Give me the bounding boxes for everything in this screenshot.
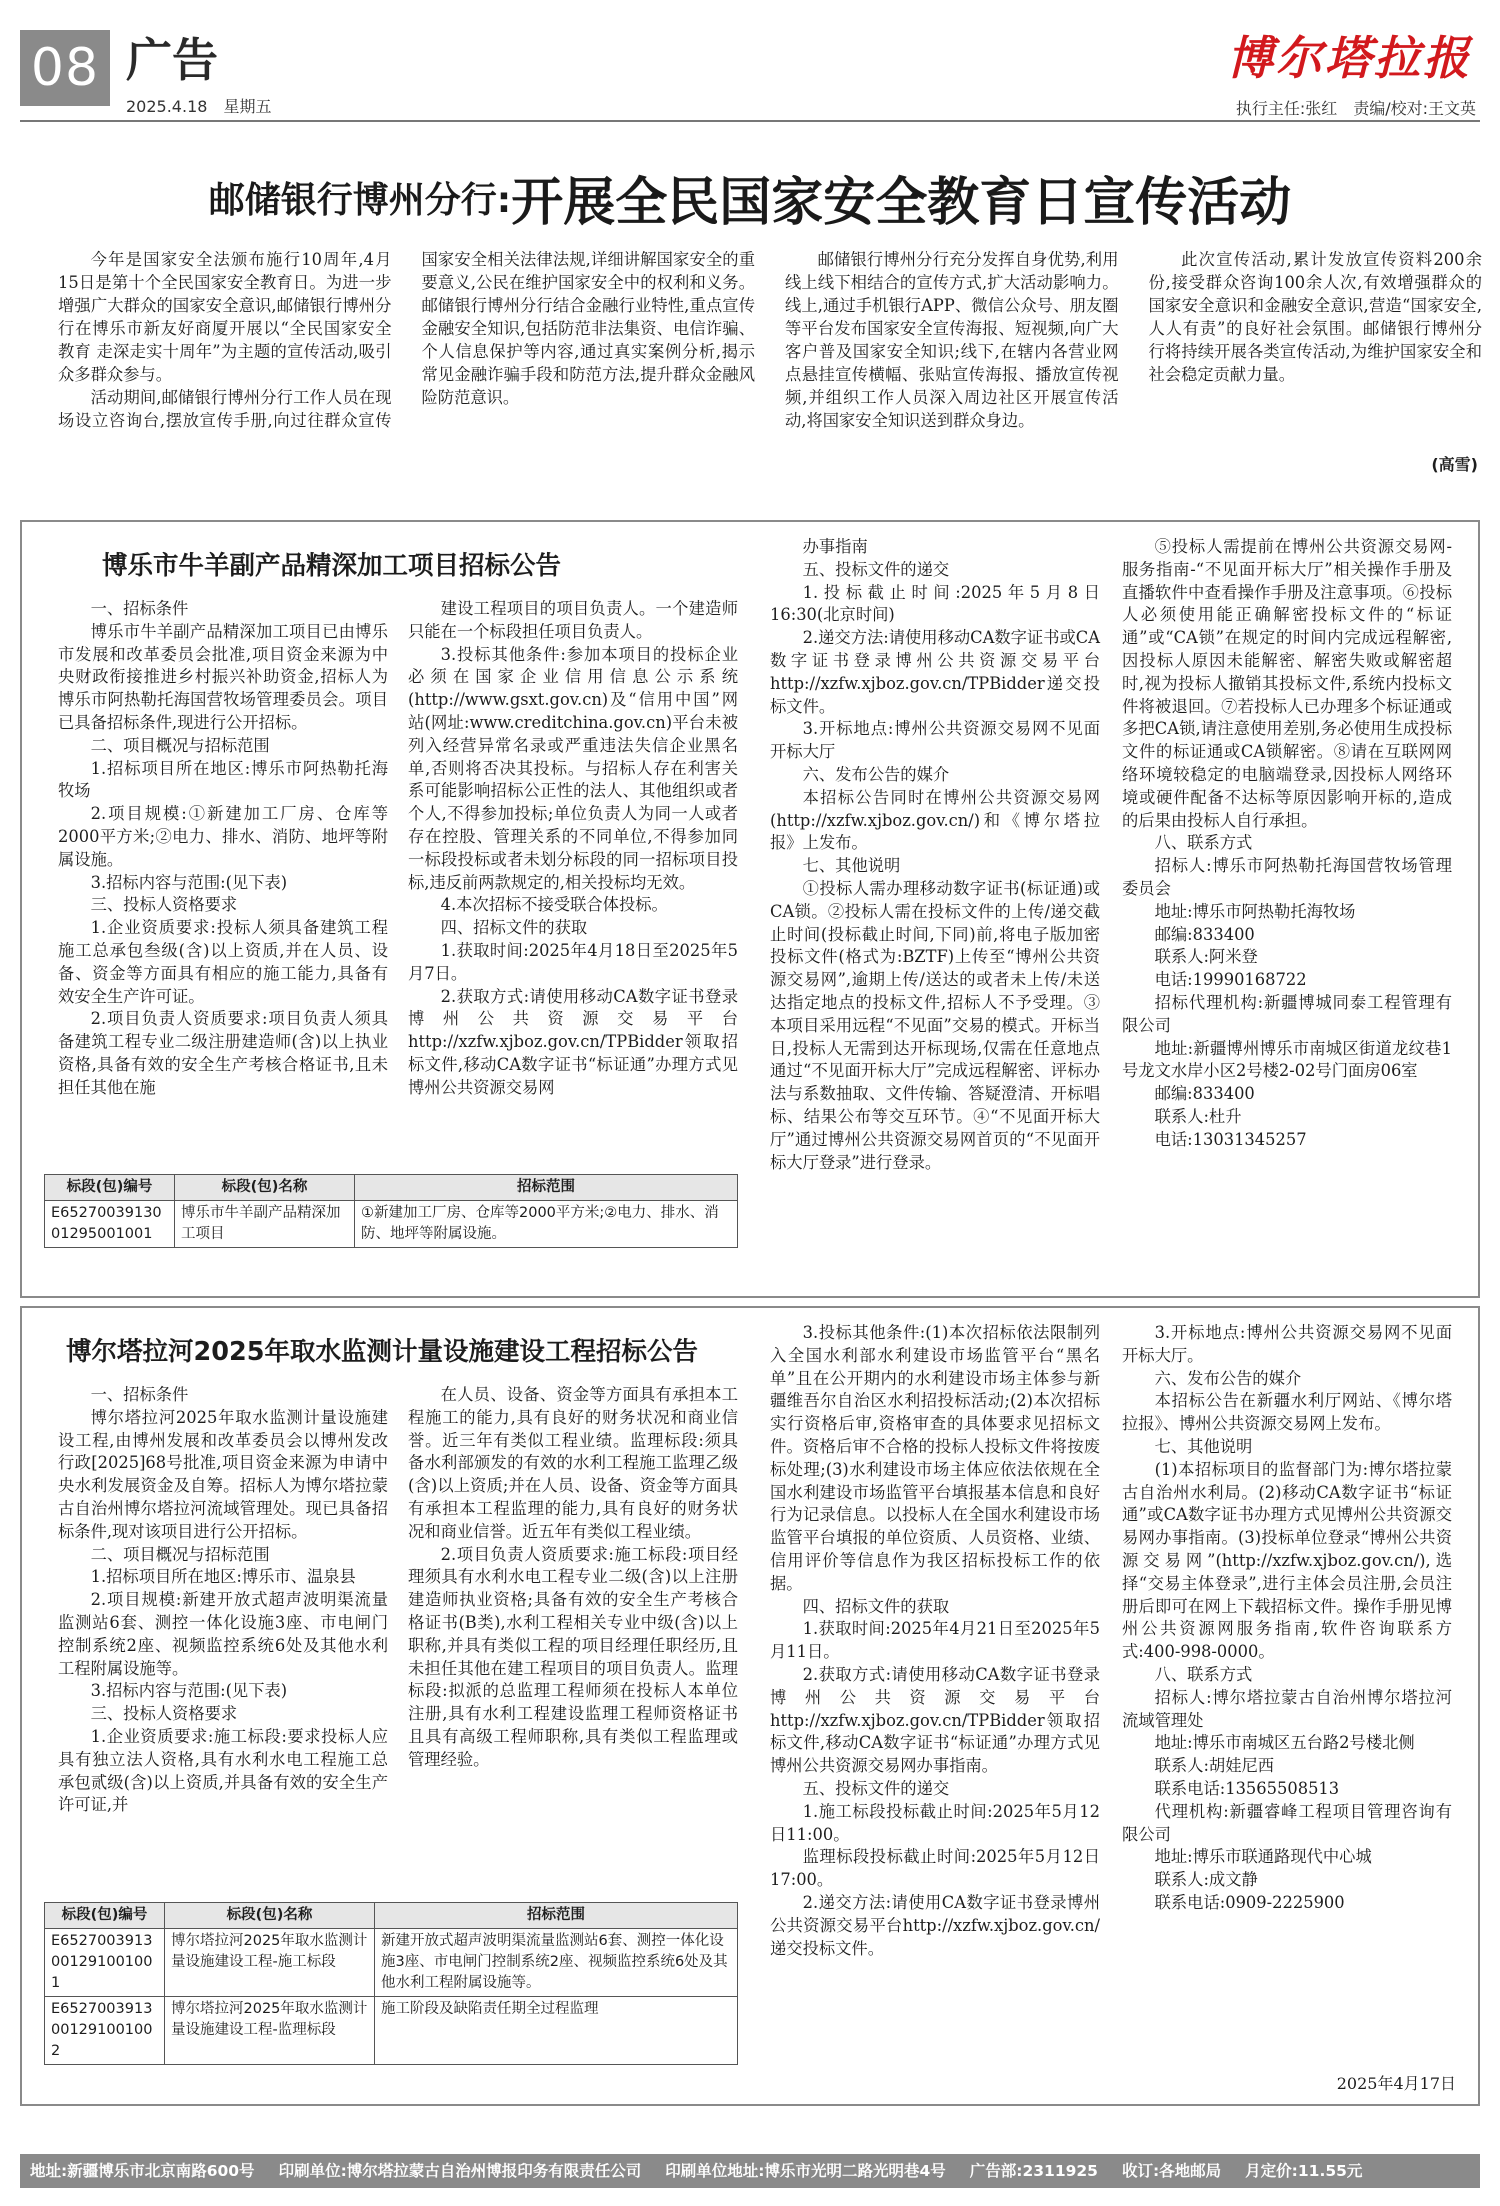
page-header bbox=[0, 0, 1500, 120]
notice-paragraph: 2.项目规模:新建开放式超声波明渠流量监测站6套、测控一体化设施3座、市电闸门控制系统2座、视频监控系统6处及其他水利工程附属设施等。 bbox=[58, 1590, 388, 1678]
bid-section-table bbox=[44, 1174, 738, 1248]
notice-date: 2025年4月17日 bbox=[1336, 2074, 1456, 2093]
tender-notice-1 bbox=[20, 520, 1480, 1298]
notice-paragraph: 3.开标地点:博州公共资源交易网不见面开标大厅 bbox=[770, 719, 1100, 762]
notice-paragraph: 联系人:胡娃尼西 bbox=[1154, 1756, 1275, 1776]
tender-notice-2 bbox=[20, 1306, 1480, 2106]
notice-column-4 bbox=[1122, 536, 1452, 1152]
notice-paragraph: 3.开标地点:博州公共资源交易网不见面开标大厅。 bbox=[1122, 1323, 1452, 1365]
footer-item: 收订:各地邮局 bbox=[1121, 2162, 1222, 2180]
notice-paragraph: 三、投标人资格要求 bbox=[90, 895, 238, 915]
notice-paragraph: 1.招标项目所在地区:博乐市、温泉县 bbox=[90, 1567, 356, 1587]
issue-date bbox=[126, 94, 271, 117]
notice-paragraph: 八、联系方式 bbox=[1154, 1664, 1253, 1684]
notice-column-4 bbox=[1122, 1322, 1452, 1915]
notice-paragraph: 3.招标内容与范围:(见下表) bbox=[90, 872, 288, 892]
footer-item: 印刷单位:博尔塔拉蒙古自治州博报印务有限责任公司 bbox=[278, 2162, 642, 2180]
notice-paragraph: 建设工程项目的项目负责人。一个建造师只能在一个标段担任项目负责人。 bbox=[408, 599, 738, 641]
notice-paragraph: 博乐市牛羊副产品精深加工项目已由博乐市发展和改革委员会批准,项目资金来源为中央财政衔接推进乡村振兴补助资金,招标人为博乐市阿热勒托海国营牧场管理委员会。项目已具备招标条件,现进行公开招标。 bbox=[58, 621, 388, 732]
table-cell: E6527003913001291001002 bbox=[45, 1997, 165, 2065]
notice-paragraph: 2.项目规模:①新建加工厂房、仓库等2000平方米;②电力、排水、消防、地坪等附属设施。 bbox=[58, 804, 388, 869]
table-cell: 博尔塔拉河2025年取水监测计量设施建设工程-施工标段 bbox=[165, 1929, 375, 1997]
notice-paragraph: 2.递交方法:请使用CA数字证书登录博州公共资源交易平台http://xzfw.xjboz.gov.cn/递交投标文件。 bbox=[770, 1892, 1100, 1958]
lead-paragraph: 邮储银行博州分行充分发挥自身优势,利用线上线下相结合的宣传方式,扩大活动影响力。线上,通过手机银行APP、微信公众号、朋友圈等平台发布国家安全宣传海报、短视频,向广大客户普及国家安全知识;线下,在辖内各营业网点悬挂宣传横幅、张贴宣传海报、播放宣传视频,并组织工作人员深入周边社区开展宣传活动,将国家安全知识送到群众身边。 bbox=[785, 250, 1119, 430]
notice-paragraph: 四、招标文件的获取 bbox=[802, 1596, 950, 1616]
notice-paragraph: 1.企业资质要求:施工标段:要求投标人应具有独立法人资格,具有水利水电工程施工总承包贰级(含)以上资质,并具备有效的安全生产许可证,并 bbox=[58, 1726, 388, 1815]
notice-paragraph: 招标人:博乐市阿热勒托海国营牧场管理委员会 bbox=[1122, 856, 1452, 898]
notice-column-1 bbox=[58, 598, 388, 1100]
newspaper-logo: 博尔塔拉报 bbox=[1227, 31, 1472, 85]
notice-paragraph: 五、投标文件的递交 bbox=[802, 1778, 950, 1798]
bid-section-table bbox=[44, 1902, 738, 2065]
table-row bbox=[45, 1997, 738, 2065]
notice-paragraph: 联系人:杜升 bbox=[1154, 1106, 1242, 1126]
notice-paragraph: 3.招标内容与范围:(见下表) bbox=[90, 1681, 288, 1701]
notice-paragraph: 七、其他说明 bbox=[1154, 1436, 1253, 1456]
notice-paragraph: 本招标公告在新疆水利厅网站、《博尔塔拉报》、博州公共资源交易网上发布。 bbox=[1122, 1391, 1452, 1434]
notice-paragraph: 办事指南 bbox=[802, 537, 868, 556]
notice-paragraph: 2.项目负责人资质要求:项目负责人须具备建筑工程专业二级注册建造师(含)以上执业资格,具备有效的安全生产考核合格证书,且未担任其他在施 bbox=[58, 1009, 388, 1097]
table-header-cell: 标段(包)名称 bbox=[165, 1903, 375, 1929]
notice-paragraph: 地址:博乐市联通路现代中心城 bbox=[1154, 1847, 1372, 1867]
notice-paragraph: 1.招标项目所在地区:博乐市阿热勒托海牧场 bbox=[58, 758, 388, 801]
header-divider bbox=[20, 120, 1480, 122]
notice-paragraph: 五、投标文件的递交 bbox=[802, 559, 950, 579]
table-header-cell: 标段(包)编号 bbox=[45, 1903, 165, 1929]
notice-column-3 bbox=[770, 536, 1100, 1174]
notice-paragraph: 联系人:成文静 bbox=[1154, 1870, 1258, 1890]
lead-headline-main: 开展全民国家安全教育日宣传活动 bbox=[511, 172, 1292, 233]
weekday: 星期五 bbox=[223, 97, 272, 116]
lead-paragraph: 此次宣传活动,累计发放宣传资料200余份,接受群众咨询100余人次,有效增强群众的国家安全意识和金融安全意识,营造“国家安全,人人有责”的良好社会氛围。邮储银行博州分行将持续开展各类宣传活动,为维护国家安全和社会稳定贡献力量。 bbox=[1148, 250, 1482, 384]
lead-paragraph: 今年是国家安全法颁布施行10周年,4月15日是第十个全民国家安全教育日。为进一步增强广大群众的国家安全意识,邮储银行博州分行在博乐市新友好商厦开展以“全民国家安全教育 走深走实十周年”为主题的宣传活动,吸引众多群众参与。 bbox=[58, 250, 392, 384]
notice-paragraph: 六、发布公告的媒介 bbox=[802, 764, 950, 784]
notice-column-1 bbox=[58, 1384, 388, 1817]
table-row bbox=[45, 1201, 738, 1248]
table-row bbox=[45, 1929, 738, 1997]
page-footer bbox=[20, 2154, 1480, 2188]
notice-paragraph: ⑤投标人需提前在博州公共资源交易网-服务指南-“不见面开标大厅”相关操作手册及直播软件中查看操作手册及注意事项。⑥投标人必须使用能正确解密投标文件的“标证通”或“CA锁”在规定的时间内完成远程解密,因投标人原因未能解密、解密失败或解密超时,视为投标人撤销其投标文件,系统内投标文件将被退回。⑦若投标人已办理多个标证通或多把CA锁,请注意使用差别,务必使用生成投标文件的标证通或CA锁解密。⑧请在互联网网络环境较稳定的电脑端登录,因投标人网络环境或硬件配备不达标等原因影响开标的,造成的后果由投标人自行承担。 bbox=[1122, 537, 1452, 830]
table-cell: E6527003913001295001001 bbox=[45, 1201, 175, 1248]
lead-paragraph: 活动期间,邮储银行博州分行工作人员在现场设立咨询台,摆放宣传手册,向过往群众宣传国家安全相关法律法规,详细讲解国家安全的重要意义,公民在维护国家安全中的权利和义务。邮储银行博州分行结合金融行业特性,重点宣传金融安全知识,包括防范非法集资、电信诈骗、个人信息保护等内容,通过真实案例分析,揭示常见金融诈骗手段和防范方法,提升群众金融风险防范意识。 bbox=[58, 250, 755, 430]
notice-paragraph: 4.本次招标不接受联合体投标。 bbox=[440, 895, 668, 915]
notice-paragraph: 一、招标条件 bbox=[90, 599, 189, 618]
notice-paragraph: 2.获取方式:请使用移动CA数字证书登录博州公共资源交易平台http://xzfw.xjboz.gov.cn/TPBidder领取招标文件,移动CA数字证书“标证通”办理方式见博州公共资源交易网 bbox=[408, 986, 738, 1097]
table-cell: 博乐市牛羊副产品精深加工项目 bbox=[175, 1201, 355, 1248]
footer-item: 地址:新疆博乐市北京南路600号 bbox=[30, 2162, 255, 2180]
footer-item: 月定价:11.55元 bbox=[1245, 2162, 1363, 2180]
notice-paragraph: 1.投标截止时间:2025年5月8日16:30(北京时间) bbox=[770, 582, 1100, 625]
notice-paragraph: 邮编:833400 bbox=[1154, 924, 1255, 944]
notice-paragraph: 2.获取方式:请使用移动CA数字证书登录博州公共资源交易平台http://xzfw.xjboz.gov.cn/TPBidder领取招标文件,移动CA数字证书“标证通”办理方式见博州公共资源交易网办事指南。 bbox=[770, 1664, 1100, 1776]
notice-paragraph: 代理机构:新疆睿峰工程项目管理咨询有限公司 bbox=[1122, 1801, 1452, 1844]
date: 2025.4.18 bbox=[126, 97, 208, 116]
table-header-cell: 招标范围 bbox=[375, 1903, 738, 1929]
page-number: 08 bbox=[20, 30, 110, 106]
notice-column-2 bbox=[408, 598, 738, 1100]
notice-paragraph: 四、招标文件的获取 bbox=[440, 918, 588, 938]
notice-title: 博尔塔拉河2025年取水监测计量设施建设工程招标公告 bbox=[66, 1337, 698, 1367]
notice-paragraph: 3.投标其他条件:(1)本次招标依法限制列入全国水利部水利建设市场监管平台“黑名单”且在公开期内的水利建设市场主体参与新疆维吾尔自治区水利招投标活动;(2)本次招标实行资格后审,资格审查的具体要求见招标文件。资格后审不合格的投标人投标文件将按废标处理;(3)水利建设市场主体应依法依规在全国水利建设市场监管平台填报基本信息和良好行为记录信息。以投标人在全国水利建设市场监管平台填报的单位资质、人员资格、业绩、信用评价等信息作为我区招标投标工作的依据。 bbox=[770, 1323, 1100, 1593]
table-header-cell: 招标范围 bbox=[355, 1175, 738, 1201]
notice-paragraph: 1.获取时间:2025年4月21日至2025年5月11日。 bbox=[770, 1619, 1100, 1662]
notice-paragraph: 招标人:博尔塔拉蒙古自治州博尔塔拉河流域管理处 bbox=[1122, 1687, 1452, 1730]
notice-paragraph: 地址:新疆博州博乐市南城区街道龙纹巷1号龙文水岸小区2号楼2-02号门面房06室 bbox=[1122, 1038, 1452, 1081]
notice-paragraph: 联系人:阿米登 bbox=[1154, 947, 1258, 967]
table-cell: 施工阶段及缺陷责任期全过程监理 bbox=[375, 1997, 738, 2065]
notice-paragraph: 六、发布公告的媒介 bbox=[1154, 1368, 1302, 1388]
footer-item: 印刷单位地址:博乐市光明二路光明巷4号 bbox=[665, 2162, 946, 2180]
notice-paragraph: 电话:19990168722 bbox=[1154, 970, 1307, 990]
notice-paragraph: 三、投标人资格要求 bbox=[90, 1704, 238, 1724]
notice-paragraph: 监理标段投标截止时间:2025年5月12日17:00。 bbox=[770, 1847, 1100, 1890]
table-cell: 新建开放式超声波明渠流量监测站6套、测控一体化设施3座、市电闸门控制系统2座、视频监控系统6处及其他水利工程附属设施等。 bbox=[375, 1929, 738, 1997]
table-cell: 博尔塔拉河2025年取水监测计量设施建设工程-监理标段 bbox=[165, 1997, 375, 2065]
notice-paragraph: 1.施工标段投标截止时间:2025年5月12日11:00。 bbox=[770, 1801, 1100, 1844]
notice-paragraph: 二、项目概况与招标范围 bbox=[90, 735, 270, 755]
notice-column-2 bbox=[408, 1384, 738, 1772]
table-cell: ①新建加工厂房、仓库等2000平方米;②电力、排水、消防、地坪等附属设施。 bbox=[355, 1201, 738, 1248]
notice-paragraph: 1.获取时间:2025年4月18日至2025年5月7日。 bbox=[408, 940, 738, 983]
notice-paragraph: 八、联系方式 bbox=[1154, 833, 1253, 853]
notice-column-3 bbox=[770, 1322, 1100, 1960]
notice-paragraph: 招标代理机构:新疆博城同泰工程管理有限公司 bbox=[1122, 992, 1452, 1035]
table-header-cell: 标段(包)编号 bbox=[45, 1175, 175, 1201]
notice-paragraph: 联系电话:0909-2225900 bbox=[1154, 1892, 1345, 1912]
notice-paragraph: (1)本招标项目的监督部门为:博尔塔拉蒙古自治州水利局。(2)移动CA数字证书“标证通”或CA数字证书办理方式见博州公共资源交易网办事指南。(3)投标单位登录“博州公共资源交易网”(http://xzfw.xjboz.gov.cn/),选择“交易主体登录”,进行主体会员注册,会员注册后即可在网上下载招标文件。操作手册见博州公共资源网服务指南,软件咨询联系方式:400-998-0000。 bbox=[1122, 1459, 1452, 1662]
section-name: 广告 bbox=[126, 33, 218, 87]
notice-paragraph: 地址:博乐市南城区五台路2号楼北侧 bbox=[1154, 1733, 1415, 1753]
notice-paragraph: 一、招标条件 bbox=[90, 1385, 189, 1404]
lead-author: (高雪) bbox=[1431, 455, 1478, 474]
notice-paragraph: ①投标人需办理移动数字证书(标证通)或CA锁。②投标人需在投标文件的上传/递交截止时间(投标截止时间,下同)前,将电子版加密投标文件(格式为:BZTF)上传至“博州公共资源交易网”,逾期上传/送达的或者未上传/未送达指定地点的投标文件,招标人不予受理。③本项目采用远程“不见面”交易的模式。开标当日,投标人无需到达开标现场,仅需在任意地点通过“不见面开标大厅”完成远程解密、评标办法与系数抽取、文件传输、答疑澄清、开标唱标、结果公布等交互环节。④“不见面开标大厅”通过博州公共资源交易网首页的“不见面开标大厅登录”进行登录。 bbox=[770, 878, 1100, 1172]
notice-paragraph: 博尔塔拉河2025年取水监测计量设施建设工程,由博州发展和改革委员会以博州发改行政[2025]68号批准,项目资金来源为申请中央水利发展资金及自筹。招标人为博尔塔拉蒙古自治州博尔塔拉河流域管理处。现已具备招标条件,现对该项目进行公开招标。 bbox=[58, 1407, 388, 1541]
notice-paragraph: 1.企业资质要求:投标人须具备建筑工程施工总承包叁级(含)以上资质,并在人员、设备、资金等方面具有相应的施工能力,具备有效安全生产许可证。 bbox=[58, 918, 388, 1006]
notice-paragraph: 2.递交方法:请使用移动CA数字证书或CA数字证书登录博州公共资源交易平台http://xzfw.xjboz.gov.cn/TPBidder递交投标文件。 bbox=[770, 628, 1100, 716]
table-header-cell: 标段(包)名称 bbox=[175, 1175, 355, 1201]
lead-headline bbox=[0, 160, 1500, 235]
notice-paragraph: 本招标公告同时在博州公共资源交易网(http://xzfw.xjboz.gov.cn/)和《博尔塔拉报》上发布。 bbox=[770, 787, 1100, 853]
table-cell: E6527003913001291001001 bbox=[45, 1929, 165, 1997]
notice-paragraph: 电话:13031345257 bbox=[1154, 1129, 1307, 1149]
notice-paragraph: 七、其他说明 bbox=[802, 856, 901, 876]
lead-article-body bbox=[58, 248, 1482, 488]
notice-title: 博乐市牛羊副产品精深加工项目招标公告 bbox=[102, 551, 562, 581]
editor-credits: 执行主任:张红 责编/校对:王文英 bbox=[1235, 99, 1476, 118]
notice-paragraph: 3.投标其他条件:参加本项目的投标企业必须在国家企业信用信息公示系统(http://www.gsxt.gov.cn)及“信用中国”网站(网址:www.creditchina.gov.cn)平台未被列入经营异常名录或严重违法失信企业黑名单,否则将否决其投标。与招标人存在利害关系可能影响招标公正性的法人、其他组织或者个人,不得参加投标;单位负责人为同一人或者存在控股、管理关系的不同单位,不得参加同一标段投标或者未划分标段的同一招标项目投标,违反前两款规定的,相关投标均无效。 bbox=[408, 644, 738, 892]
notice-paragraph: 地址:博乐市阿热勒托海牧场 bbox=[1154, 901, 1356, 921]
notice-paragraph: 邮编:833400 bbox=[1154, 1084, 1255, 1104]
notice-paragraph: 2.项目负责人资质要求:施工标段:项目经理须具有水利水电工程专业二级(含)以上注册建造师执业资格;具备有效的安全生产考核合格证书(B类),水利工程相关专业中级(含)以上职称,并具有类似工程的项目经理任职经历,且未担任其他在建工程项目的项目负责人。监理标段:拟派的总监理工程师须在投标人本单位注册,具有水利工程建设监理工程师资格证书且具有高级工程师职称,具有类似工程监理或管理经验。 bbox=[408, 1544, 738, 1769]
notice-paragraph: 二、项目概况与招标范围 bbox=[90, 1544, 270, 1564]
footer-item: 广告部:2311925 bbox=[969, 2162, 1098, 2180]
notice-paragraph: 联系电话:13565508513 bbox=[1154, 1778, 1340, 1798]
notice-paragraph: 在人员、设备、资金等方面具有承担本工程施工的能力,具有良好的财务状况和商业信誉。近三年有类似工程业绩。监理标段:须具备水利部颁发的有效的水利工程施工监理乙级(含)以上资质;并在人员、设备、资金等方面具有承担本工程监理的能力,具有良好的财务状况和商业信誉。近五年有类似工程业绩。 bbox=[408, 1385, 738, 1541]
lead-headline-prefix: 邮储银行博州分行: bbox=[208, 180, 512, 221]
